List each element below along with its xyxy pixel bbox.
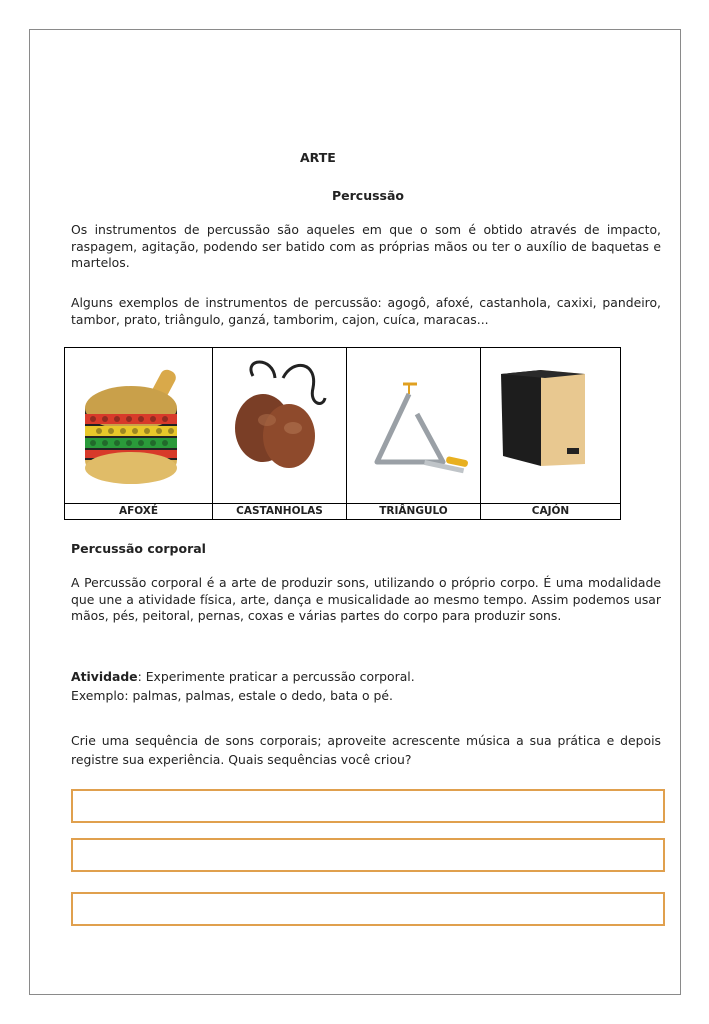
answer-box-1[interactable]: [71, 789, 665, 823]
afoxe-image: [65, 348, 212, 505]
subject-heading: ARTE: [300, 150, 336, 165]
intro-paragraph: Os instrumentos de percussão são aqueles em que o som é obtido através de impacto, raspagem, agitação, podendo ser batido com as próprias mãos ou ter o auxílio de baquetas e martelos.: [71, 222, 661, 270]
answer-box-2[interactable]: [71, 838, 665, 872]
example-line: Exemplo: palmas, palmas, estale o dedo, bata o pé.: [71, 688, 393, 703]
instrument-label: CASTANHOLAS: [213, 503, 346, 519]
task-paragraph: Crie uma sequência de sons corporais; aproveite acrescente música a sua prática e depois registre sua experiência. Quais sequências você criou?: [71, 733, 661, 767]
activity-label: Atividade: [71, 669, 138, 684]
triangulo-image: [347, 348, 480, 505]
cajon-image: [481, 348, 620, 505]
activity-line: [71, 668, 415, 686]
activity-text: : Experimente praticar a percussão corporal.: [137, 669, 415, 684]
answer-box-3[interactable]: [71, 892, 665, 926]
instruments-table: [64, 347, 621, 520]
section-subtitle: Percussão corporal: [71, 541, 206, 556]
instrument-cell-triangulo: [347, 348, 481, 519]
instrument-label: AFOXÉ: [65, 503, 212, 519]
instrument-cell-cajon: [481, 348, 620, 519]
instrument-cell-afoxe: [65, 348, 213, 519]
instrument-label: TRIÂNGULO: [347, 503, 480, 519]
body-percussion-paragraph: A Percussão corporal é a arte de produzir sons, utilizando o próprio corpo. É uma modalidade que une a atividade física, arte, dança e musicalidade ao mesmo tempo. Assim podemos usar mãos, pés, peitoral, pernas, coxas e várias partes do corpo para produzir sons.: [71, 575, 661, 623]
instrument-label: CAJÓN: [481, 503, 620, 519]
castanholas-image: [213, 348, 346, 505]
page-title: Percussão: [332, 188, 405, 203]
examples-paragraph: Alguns exemplos de instrumentos de percussão: agogô, afoxé, castanhola, caxixi, pandeiro, tambor, prato, triângulo, ganzá, tamborim, cajon, cuíca, maracas...: [71, 295, 661, 327]
instrument-cell-castanholas: [213, 348, 347, 519]
